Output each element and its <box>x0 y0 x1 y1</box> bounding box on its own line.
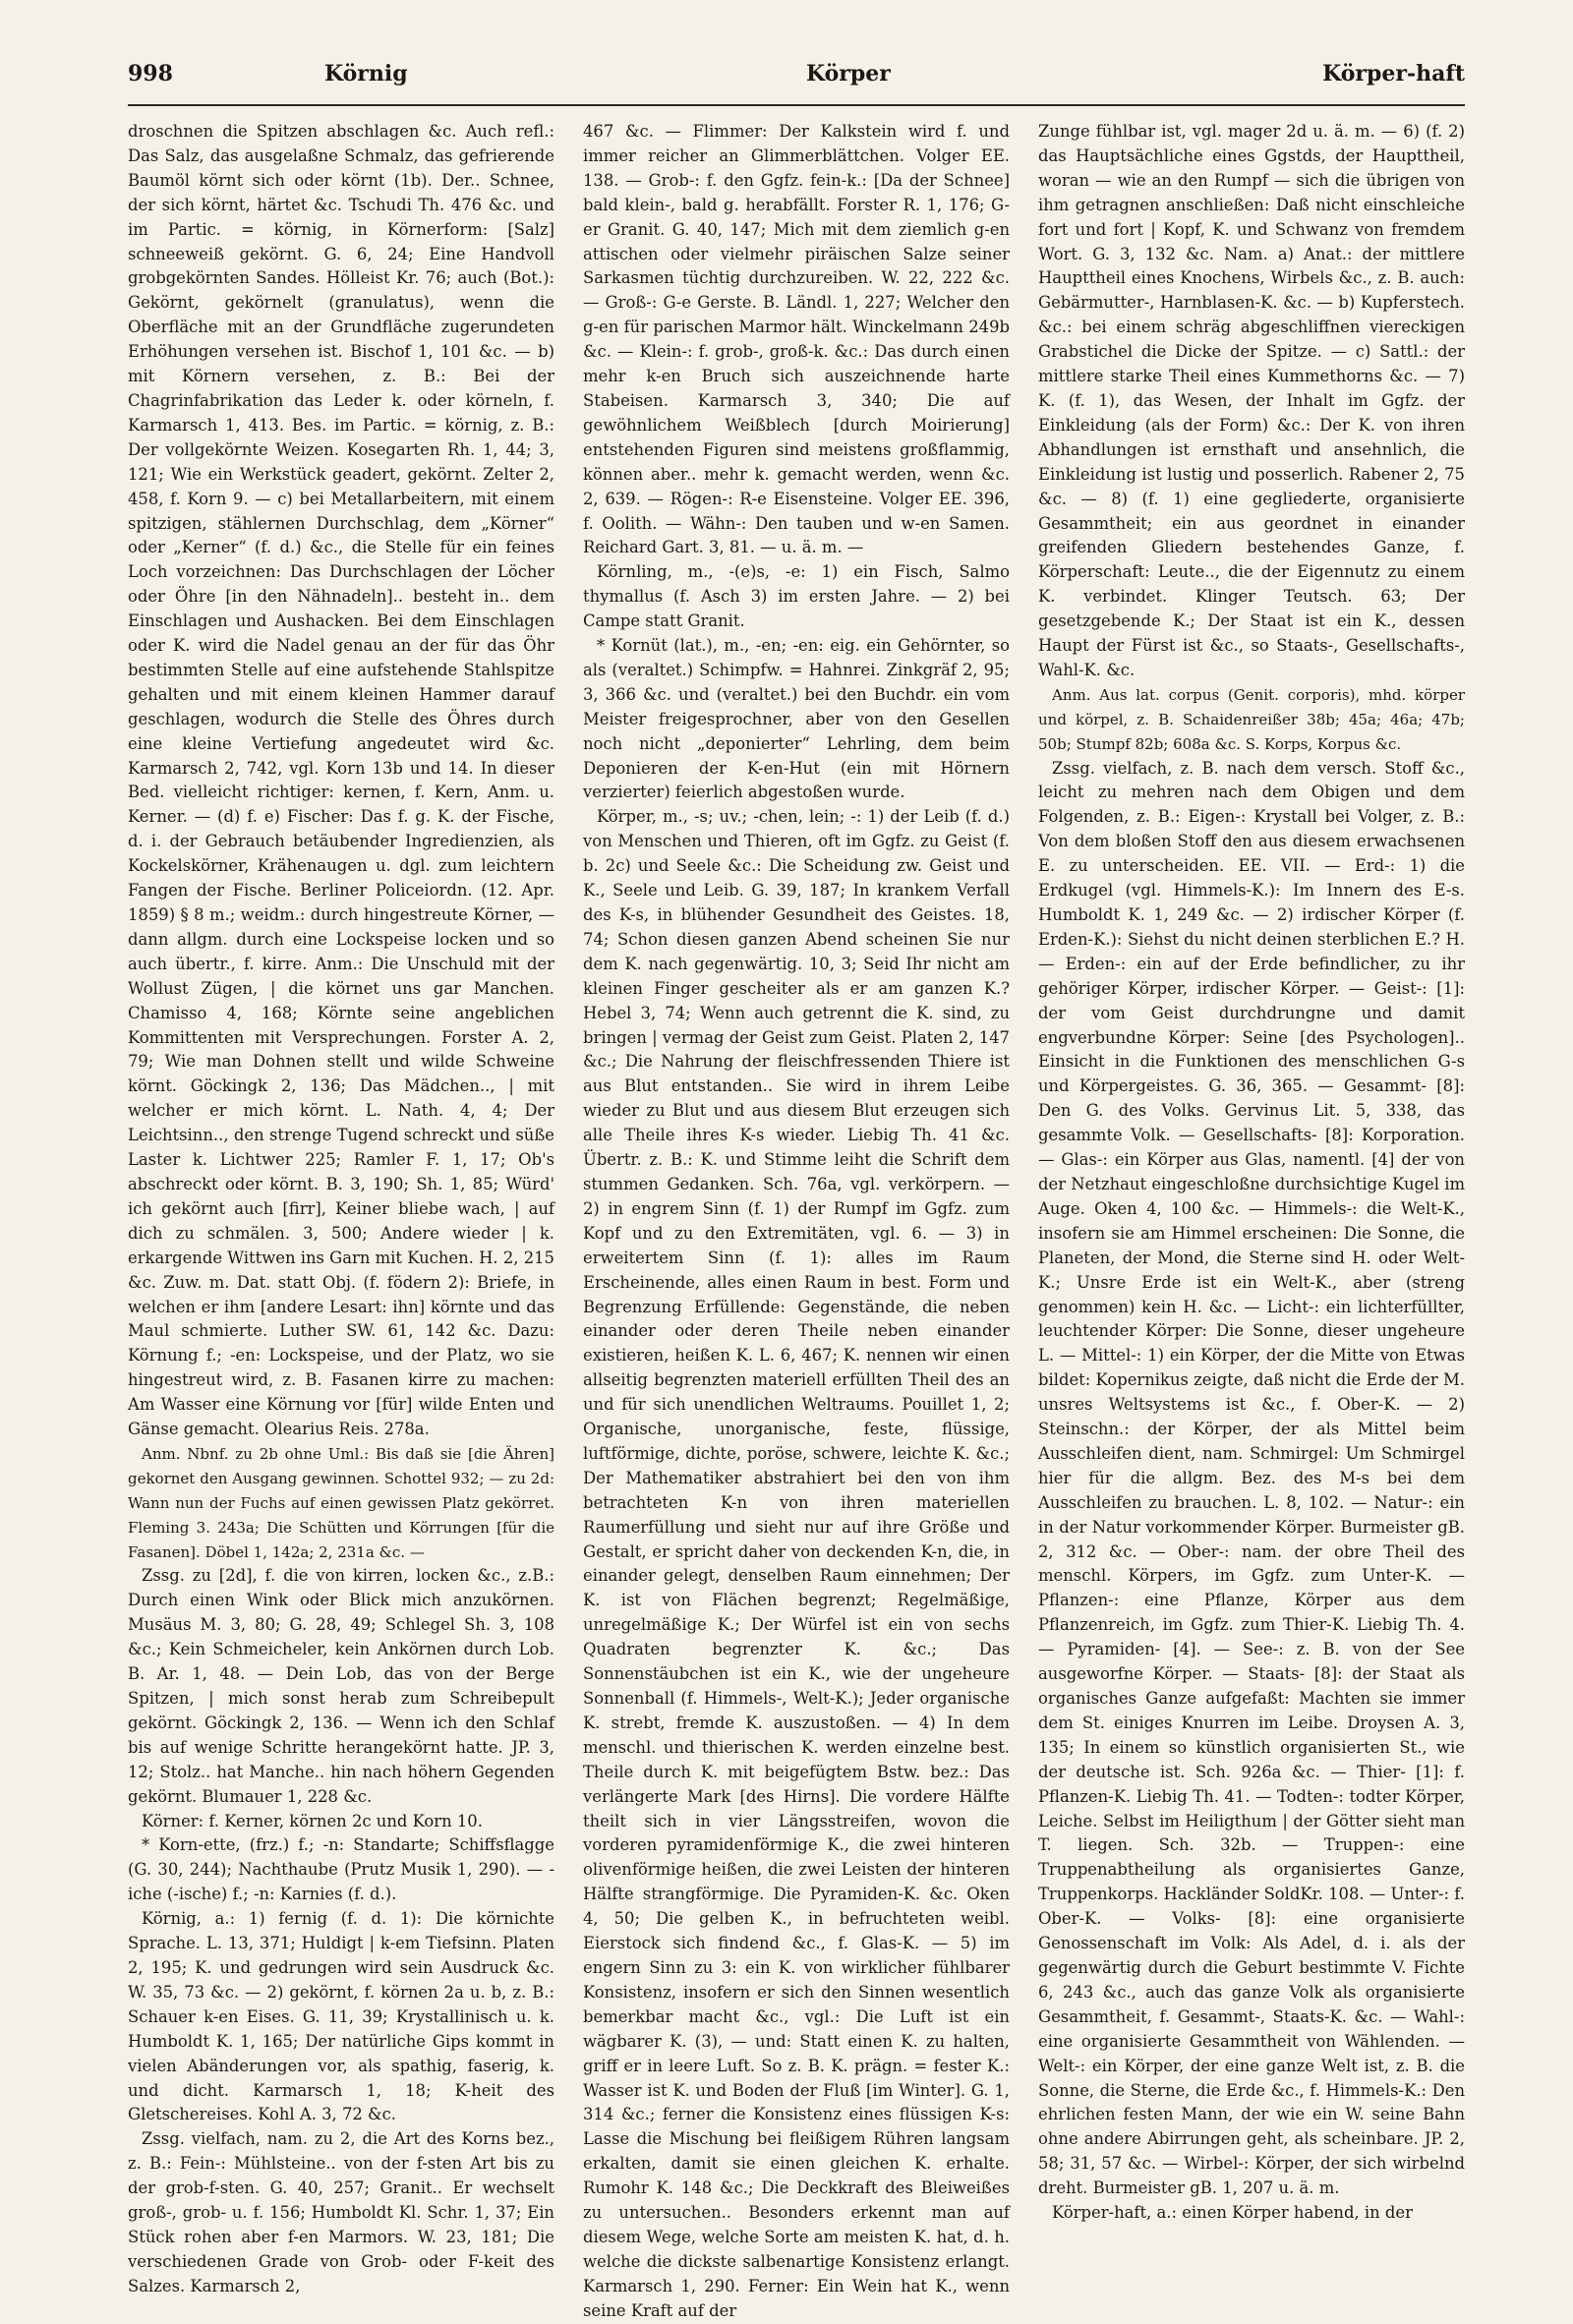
paragraph: * Korn-ette, (frz.) f.; -n: Standarte; Schiffsflagge (G. 30, 244); Nachthaube (Prutz Musik 1, 290). — -iche (-ische) f.; -n: Karnies (f. d.). <box>128 1835 554 1904</box>
paragraph: Körnling, m., -(e)s, -e: 1) ein Fisch, Salmo thymallus (f. Asch 3) im ersten Jahre. — 2) bei Campe statt Granit. <box>583 562 1010 631</box>
paragraph: Zssg. zu [2d], f. die von kirren, locken &c., z.B.: Durch einen Wink oder Blick mich anzukörnen. Musäus M. 3, 80; G. 28, 49; Schlegel Sh. 3, 108 &c.; Kein Schmeicheler, kein Ankörnen durch Lob. B. Ar. 1, 48. — Dein Lob, das von der Berge Spitzen, | mich sonst herab zum Schreibepult gekörnt. Göckingk 2, 136. — Wenn ich den Schlaf bis auf wenige Schritte herangekörnt hatte. JP. 3, 12; Stolz.. hat Manche.. hin nach höhern Gegenden gekörnt. Blumauer 1, 228 &c. <box>128 1566 554 1806</box>
paragraph: Zssg. vielfach, nam. zu 2, die Art des Korns bez., z. B.: Fein-: Mühlsteine.. von der f-sten Art bis zu der grob-f-sten. G. 40, 257; Granit.. Er wechselt groß-, grob- u. f. 156; Humboldt Kl. Schr. 1, 37; Ein Stück rohen aber f-en Marmors. W. 23, 181; Die verschiedenen Grade von Grob- oder F-keit des Salzes. Karmarsch 2, <box>128 2129 554 2295</box>
paragraph: Körner: f. Kerner, körnen 2c und Korn 10. <box>142 1811 483 1830</box>
head-left: Körnig <box>324 61 408 87</box>
paragraph: Zunge fühlbar ist, vgl. mager 2d u. ä. m. — 6) (f. 2) das Hauptsächliche eines Ggstds, der Haupttheil, woran — wie an den Rumpf — sich die übrigen von ihm getragnen anschließen: Daß nicht einschleiche fort und fort | Kopf, K. und Schwanz von fremdem Wort. G. 3, 132 &c. Nam. a) Anat.: der mittlere Haupttheil eines Knochens, Wirbels &c., z. B. auch: Gebärmutter-, Harnblasen-K. &c. — b) Kupferstech. &c.: bei einem schräg abgeschliffnen viereckigen Grabstichel die Dicke der Spitze. — c) Sattl.: der mittlere starke Theil eines Kummethorns &c. — 7) K. (f. 1), das Wesen, der Inhalt im Ggfz. der Einkleidung (als der Form) &c.: Der K. von ihren Abhandlungen ist ernsthaft und ansehnlich, die Einkleidung ist lustig und posserlich. Rabener 2, 75 &c. — 8) (f. 1) eine gegliederte, organisierte Gesammtheit; ein aus geordnet in einander greifenden Gliedern bestehendes Ganze, f. Körperschaft: Leute.., die der Eigennutz zu einem K. verbindet. Klinger Teutsch. 63; Der gesetzgebende K.; Der Staat ist ein K., dessen Haupt der Fürst ist &c., so Staats-, Gesellschafts-, Wahl-K. &c. <box>1038 122 1465 679</box>
running-head <box>128 61 1465 106</box>
column-middle <box>583 120 1010 2320</box>
paragraph: 467 &c. — Flimmer: Der Kalkstein wird f. und immer reicher an Glimmerblättchen. Volger EE. 138. — Grob-: f. den Ggfz. fein-k.: [Da der Schnee] bald klein-, bald g. herabfällt. Forster R. 1, 176; G-er Granit. G. 40, 147; Mich mit dem ziemlich g-en attischen oder vielmehr piräischen Salze seiner Sarkasmen tüchtig durchzureiben. W. 22, 222 &c. — Groß-: G-e Gerste. B. Ländl. 1, 227; Welcher den g-en für parischen Marmor hält. Winckelmann 249b &c. — Klein-: f. grob-, groß-k. &c.: Das durch einen mehr k-en Bruch sich auszeichnende harte Stabeisen. Karmarsch 3, 340; Die auf gewöhnlichem Weißblech [durch Moirierung] entstehenden Figuren sind meistens großflammig, können aber.. mehr k. gemacht werden, wenn &c. 2, 639. — Rögen-: R-e Eisensteine. Volger EE. 396, f. Oolith. — Wähn-: Den tauben und w-en Samen. Reichard Gart. 3, 81. — u. ä. m. — <box>583 122 1010 557</box>
page-number: 998 <box>128 61 173 87</box>
text-columns <box>128 120 1465 2320</box>
paragraph: droschnen die Spitzen abschlagen &c. Auch refl.: Das Salz, das ausgelaßne Schmalz, das gefrierende Baumöl körnt sich oder körnt (1b). Der.. Schnee, der sich körnt, härtet &c. Tschudi Th. 476 &c. und im Partic. = körnig, in Körnerform: [Salz] schneeweiß gekörnt. G. 6, 24; Eine Handvoll grobgekörnten Sandes. Hölleist Kr. 76; auch (Bot.): Gekörnt, gekörnelt (granulatus), wenn die Oberfläche mit an der Grundfläche zugerundeten Erhöhungen versehen ist. Bischof 1, 101 &c. — b) mit Körnern versehen, z. B.: Bei der Chagrinfabrikation das Leder k. oder körneln, f. Karmarsch 1, 413. Bes. im Partic. = körnig, z. B.: Der vollgekörnte Weizen. Kosegarten Rh. 1, 44; 3, 121; Wie ein Werkstück geadert, gekörnt. Zelter 2, 458, f. Korn 9. — c) bei Metallarbeitern, mit einem spitzigen, stählernen Durchschlag, dem „Körner“ oder „Kerner“ (f. d.) &c., die Stelle für ein feines Loch vorzeichnen: Das Durchschlagen der Löcher oder Öhre [in den Nähnadeln].. besteht in.. dem Einschlagen und Aushacken. Bei dem Einschlagen oder K. wird die Nadel genau an der für das Öhr bestimmten Stelle auf eine aufstehende Stahlspitze gehalten und mit einem kleinen Hammer darauf geschlagen, wodurch die Stelle des Öhres durch eine kleine Vertiefung angedeutet wird &c. Karmarsch 2, 742, vgl. Korn 13b und 14. In dieser Bed. vielleicht richtiger: kernen, f. Kern, Anm. u. Kerner. — (d) f. e) Fischer: Das f. g. K. der Fische, d. i. der Gebrauch betäubender Ingredienzien, als Kockelskörner, Krähenaugen u. dgl. zum leichtern Fangen der Fische. Berliner Policeiordn. (12. Apr. 1859) § 8 m.; weidm.: durch hingestreute Körner, — dann allgm. durch eine Lockspeise locken und so auch übertr., f. kirre. Anm.: Die Unschuld mit der Wollust Zügen, | die körnet uns gar Manchen. Chamisso 4, 168; Körnte seine angeblichen Kommittenten mit Versprechungen. Forster A. 2, 79; Wie man Dohnen stellt und wilde Schweine körnt. Göckingk 2, 136; Das Mädchen.., | mit welcher er mich körnt. L. Nath. 4, 4; Der Leichtsinn.., den strenge Tugend schreckt und süße Laster k. Lichtwer 225; Ramler F. 1, 17; Ob's abschreckt oder körnt. B. 3, 190; Sh. 1, 85; Würd' ich gekörnt auch [firr], Keiner bliebe wach, | auf dich zu schmälen. 3, 500; Andere wieder | k. erkargende Wittwen ins Garn mit Kuchen. H. 2, 215 &c. Zuw. m. Dat. statt Obj. (f. födern 2): Briefe, in welchen er ihm [andere Lesart: ihn] körnte und das Maul schmierte. Luther SW. 61, 142 &c. Dazu: Körnung f.; -en: Lockspeise, und der Platz, wo sie hingestreut wird, z. B. Fasanen kirre zu machen: Am Wasser eine Körnung vor [für] wilde Enten und Gänse gemacht. Olearius Reis. 278a. <box>128 122 554 1439</box>
paragraph: Körnig, a.: 1) fernig (f. d. 1): Die körnichte Sprache. L. 13, 371; Huldigt | k-em Tiefsinn. Platen 2, 195; K. und gedrungen wird sein Ausdruck &c. W. 35, 73 &c. — 2) gekörnt, f. körnen 2a u. b, z. B.: Schauer k-en Eises. G. 11, 39; Krystallinisch u. k. Humboldt K. 1, 165; Der natürliche Gips kommt in vielen Abänderungen vor, als spathig, faserig, k. und dicht. Karmarsch 1, 18; K-heit des Gletschereises. Kohl A. 3, 72 &c. <box>128 1909 554 2124</box>
paragraph: * Kornüt (lat.), m., -en; -en: eig. ein Gehörnter, so als (veraltet.) Schimpfw. = Hahnrei. Zinkgräf 2, 95; 3, 366 &c. und (veraltet.) bei den Buchdr. ein vom Meister freigesprochner, aber von den Gesellen noch nicht „deponierter“ Lehrling, dem beim Deponieren der K-en-Hut (ein mit Hörnern verzierter) feierlich abgestoßen wurde. <box>583 636 1010 802</box>
column-right <box>1038 120 1465 2223</box>
paragraph: Anm. Aus lat. corpus (Genit. corporis), mhd. körper und körpel, z. B. Schaidenreißer 38b; 45a; 46a; 47b; 50b; Stumpf 82b; 608a &c. S. Korps, Korpus &c. <box>1038 685 1465 753</box>
paragraph: Körper, m., -s; uv.; -chen, lein; -: 1) der Leib (f. d.) von Menschen und Thieren, oft im Ggfz. zu Geist (f. b. 2c) und Seele &c.: Die Scheidung zw. Geist und K., Seele und Leib. G. 39, 187; In krankem Verfall des K-s, in blühender Gesundheit des Geistes. 18, 74; Schon diesen ganzen Abend scheinen Sie nur dem K. nach gegenwärtig. 10, 3; Seid Ihr nicht am kleinen Finger gescheiter als er am ganzen K.? Hebel 3, 74; Wenn auch getrennt die K. sind, zu bringen | vermag der Geist zum Geist. Platen 2, 147 &c.; Die Nahrung der fleischfressenden Thiere ist aus Blut entstanden.. Sie wird in ihrem Leibe wieder zu Blut und aus diesem Blut erzeugen sich alle Theile ihres K-s wieder. Liebig Th. 41 &c. Übertr. z. B.: K. und Stimme leiht die Schrift dem stummen Gedanken. Sch. 76a, vgl. verkörpern. — 2) in engrem Sinn (f. 1) der Rumpf im Ggfz. zum Kopf und zu den Extremitäten, vgl. 6. — 3) in erweitertem Sinn (f. 1): alles im Raum Erscheinende, alles einen Raum in best. Form und Begrenzung Erfüllende: Gegenstände, die neben einander oder deren Theile neben einander existieren, heißen K. L. 6, 467; K. nennen wir einen allseitig begrenzten materiell erfüllten Theil des an und für sich unendlichen Weltraums. Pouillet 1, 2; Organische, unorganische, feste, flüssige, luftförmige, dichte, poröse, schwere, leichte K. &c.; Der Mathematiker abstrahiert bei den von ihm betrachteten K-n von ihren materiellen Raumerfüllung und sieht nur auf ihre Größe und Gestalt, er spricht daher von deckenden K-n, die, in einander gelegt, denselben Raum einnehmen; Der K. ist von Flächen begrenzt; Regelmäßige, unregelmäßige K.; Der Würfel ist ein von sechs Quadraten begrenzter K. &c.; Das Sonnenstäubchen ist ein K., wie der ungeheure Sonnenball (f. Himmels-, Welt-K.); Jeder organische K. strebt, fremde K. auszustoßen. — 4) In dem menschl. und thierischen K. werden einzelne best. Theile durch K. mit beigefügtem Bstw. bez.: Das verlängerte Mark [des Hirns]. Die vordere Hälfte theilt sich in vier Längsstreifen, wovon die vorderen pyramidenförmige K., die zwei hinteren olivenförmige heißen, die zwei Leisten der hinteren Hälfte strangförmige. Die Pyramiden-K. &c. Oken 4, 50; Die gelben K., in befruchteten weibl. Eierstock sich findend &c., f. Glas-K. — 5) im engern Sinn zu 3: ein K. von wirklicher fühlbarer Konsistenz, insofern er sich den Sinnen wesentlich bemerkbar macht &c., vgl.: Die Luft ist ein wägbarer K. (3), — und: Statt einen K. zu halten, griff er in leere Luft. So z. B. K. prägn. = fester K.: Wasser ist K. und Boden der Fluß [im Winter]. G. 1, 314 &c.; ferner die Konsistenz eines flüssigen K-s: Lasse die Mischung bei fleißigem Rühren langsam erkalten, damit sie einen gleichen K. erhalte. Rumohr K. 148 &c.; Die Deckkraft des Bleiweißes zu untersuchen.. Besonders erkennt man auf diesem Wege, welche Sorte am meisten K. hat, d. h. welche die dickste salbenartige Konsistenz erlangt. Karmarsch 1, 290. Ferner: Ein Wein hat K., wenn seine Kraft auf der <box>583 807 1010 2320</box>
head-right: Körper-haft <box>1322 61 1465 87</box>
column-left <box>128 120 554 2295</box>
paragraph: Anm. Nbnf. zu 2b ohne Uml.: Bis daß sie [die Ähren] gekornet den Ausgang gewinnen. Schottel 932; — zu 2d: Wann nun der Fuchs auf einen gewissen Platz gekörret. Fleming 3. 243a; Die Schütten und Körrungen [für die Fasanen]. Döbel 1, 142a; 2, 231a &c. — <box>128 1444 554 1561</box>
paragraph: Körper-haft, a.: einen Körper habend, in der <box>1052 2203 1413 2223</box>
head-center: Körper <box>806 61 891 87</box>
paragraph: Zssg. vielfach, z. B. nach dem versch. Stoff &c., leicht zu mehren nach dem Obigen und dem Folgenden, z. B.: Eigen-: Krystall bei Volger, z. B.: Von dem bloßen Stoff den aus diesem erwachsenen E. zu unterscheiden. EE. VII. — Erd-: 1) die Erdkugel (vgl. Himmels-K.): Im Innern des E-s. Humboldt K. 1, 249 &c. — 2) irdischer Körper (f. Erden-K.): Siehst du nicht deinen sterblichen E.? H. — Erden-: ein auf der Erde befindlicher, zu ihr gehöriger Körper, irdischer Körper. — Geist-: [1]: der vom Geist durchdrungne und damit engverbundne Körper: Seine [des Psychologen].. Einsicht in die Funktionen des menschlichen G-s und Körpergeistes. G. 36, 365. — Gesammt- [8]: Den G. des Volks. Gervinus Lit. 5, 338, das gesammte Volk. — Gesellschafts- [8]: Korporation. — Glas-: ein Körper aus Glas, namentl. [4] der von der Netzhaut eingeschloßne durchsichtige Kugel im Auge. Oken 4, 100 &c. — Himmels-: die Welt-K., insofern sie am Himmel erscheinen: Die Sonne, die Planeten, der Mond, die Sterne sind H. oder Welt-K.; Unsre Erde ist ein Welt-K., aber (streng genommen) kein H. &c. — Licht-: ein lichterfüllter, leuchtender Körper: Die Sonne, dieser ungeheure L. — Mittel-: 1) ein Körper, der die Mitte von Etwas bildet: Kopernikus zeigte, daß nicht die Erde der M. unsres Weltsystems ist &c., f. Ober-K. — 2) Steinschn.: der Körper, der als Mittel beim Ausschleifen dient, nam. Schmirgel: Um Schmirgel hier für die allgm. Bez. des M-s bei dem Ausschleifen zu brauchen. L. 8, 102. — Natur-: ein in der Natur vorkommender Körper. Burmeister gB. 2, 312 &c. — Ober-: nam. der obre Theil des menschl. Körpers, im Ggfz. zum Unter-K. — Pflanzen-: eine Pflanze, Körper aus dem Pflanzenreich, im Ggfz. zum Thier-K. Liebig Th. 4. — Pyramiden- [4]. — See-: z. B. von der See ausgeworfne Körper. — Staats- [8]: der Staat als organisches Ganze aufgefaßt: Machten sie immer dem St. einiges Knurren im Leibe. Droysen A. 3, 135; In einem so künstlich organisierten St., wie der deutsche ist. Sch. 926a &c. — Thier- [1]: f. Pflanzen-K. Liebig Th. 41. — Todten-: todter Körper, Leiche. Selbst im Heiligthum | der Götter sieht man T. liegen. Sch. 32b. — Truppen-: eine Truppenabtheilung als organisiertes Ganze, Truppenkorps. Hackländer SoldKr. 108. — Unter-: f. Ober-K. — Volks- [8]: eine organisierte Genossenschaft im Volk: Als Adel, d. i. als der gegenwärtig durch die Geburt bestimmte V. Fichte 6, 243 &c., auch das ganze Volk als organisierte Gesammtheit, f. Gesammt-, Staats-K. &c. — Wahl-: eine organisierte Gesammtheit von Wählenden. — Welt-: ein Körper, der eine ganze Welt ist, z. B. die Sonne, die Sterne, die Erde &c., f. Himmels-K.: Den ehrlichen festen Mann, der wie ein W. seine Bahn ohne andere Abirrungen geht, als scheinbare. JP. 2, 58; 31, 57 &c. — Wirbel-: Körper, der sich wirbelnd dreht. Burmeister gB. 1, 207 u. ä. m. <box>1038 758 1465 2198</box>
